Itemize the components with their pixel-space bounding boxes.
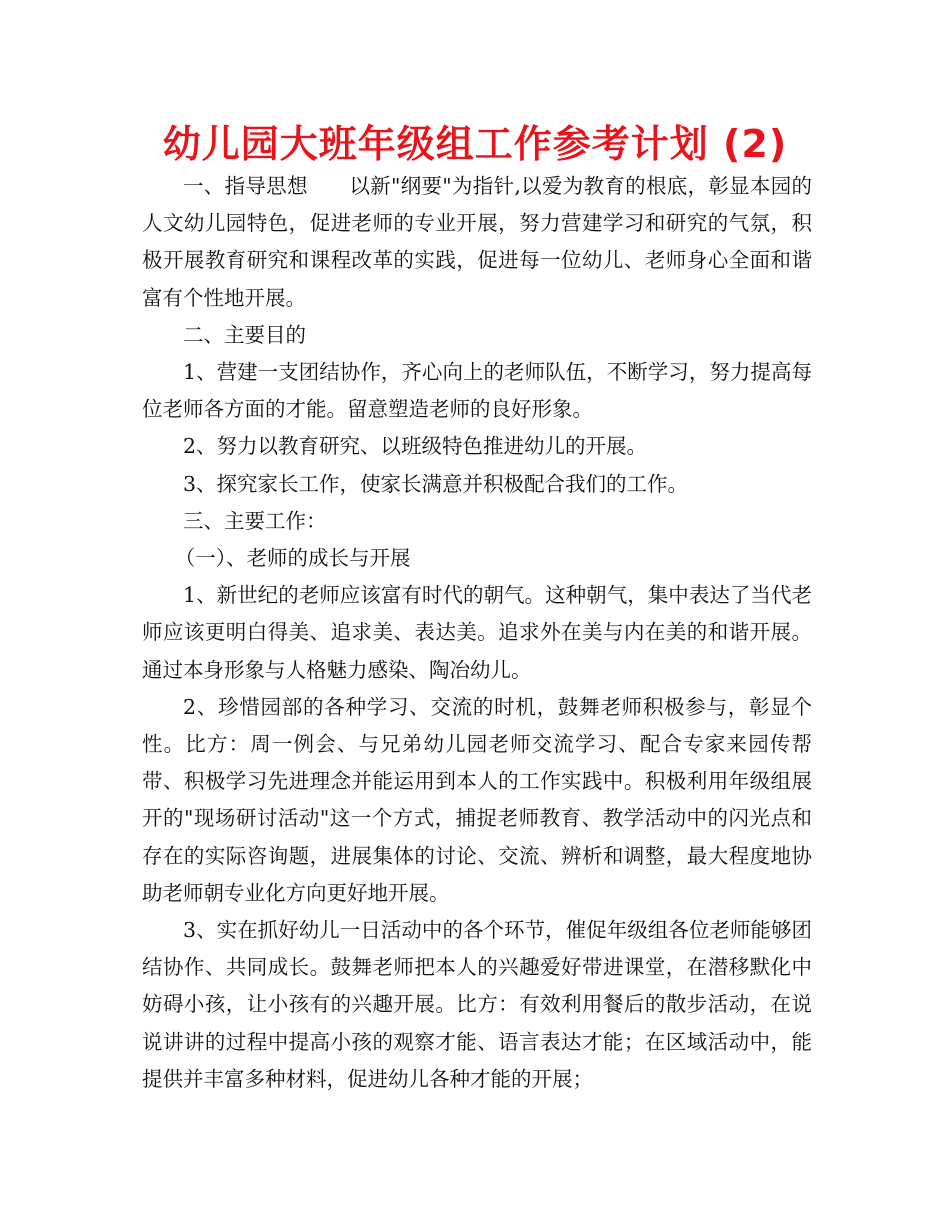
subheading-teacher-growth: （一）、老师的成长与开展 <box>174 546 411 571</box>
heading-main-goals: 二、主要目的 <box>183 322 306 347</box>
paragraph-work-2: 2、珍惜园部的各种学习、交流的时机，鼓舞老师积极参与，彰显个性。比方：周一例会、与兄弟幼儿园老师交流学习、配合专家来园传帮带、积极学习先进理念并能运用到本人的工作实践中。积极利用年级组展开的"现场研讨活动"这一个方式，捕捉老师教育、教学活动中的闪光点和存在的实际咨询题，进展集体的讨论、交流、辨析和调整，最大程度地协助老师朝专业化方向更好地开展。 <box>142 694 812 905</box>
document-body <box>142 168 812 1098</box>
paragraph-goal-3: 3、探究家长工作，使家长满意并积极配合我们的工作。 <box>183 471 689 496</box>
heading-main-work: 三、主要工作： <box>183 508 327 533</box>
paragraph-work-3: 3、实在抓好幼儿一日活动中的各个环节，催促年级组各位老师能够团结协作、共同成长。鼓舞老师把本人的兴趣爱好带进课堂，在潜移默化中妨碍小孩，让小孩有的兴趣开展。比方：有效利用餐后的散步活动，在说说讲讲的过程中提高小孩的观察才能、语言表达才能；在区域活动中，能提供并丰富多种材料，促进幼儿各种才能的开展； <box>142 918 812 1091</box>
document-title: 幼儿园大班年级组工作参考计划 (2) <box>162 122 788 166</box>
paragraph-goal-1: 1、营建一支团结协作，齐心向上的老师队伍，不断学习，努力提高每位老师各方面的才能。留意塑造老师的良好形象。 <box>142 360 812 422</box>
paragraph-guiding-ideology: 一、指导思想 以新"纲要"为指针,以爱为教育的根底，彰显本园的人文幼儿园特色，促进老师的专业开展，努力营建学习和研究的气氛，积极开展教育研究和课程改革的实践，促进每一位幼儿、老师身心全面和谐富有个性地开展。 <box>142 174 812 310</box>
paragraph-work-1: 1、新世纪的老师应该富有时代的朝气。这种朝气，集中表达了当代老师应该更明白得美、追求美、表达美。追求外在美与内在美的和谐开展。通过本身形象与人格魅力感染、陶冶幼儿。 <box>142 583 812 682</box>
paragraph-goal-2: 2、努力以教育研究、以班级特色推进幼儿的开展。 <box>183 434 648 459</box>
